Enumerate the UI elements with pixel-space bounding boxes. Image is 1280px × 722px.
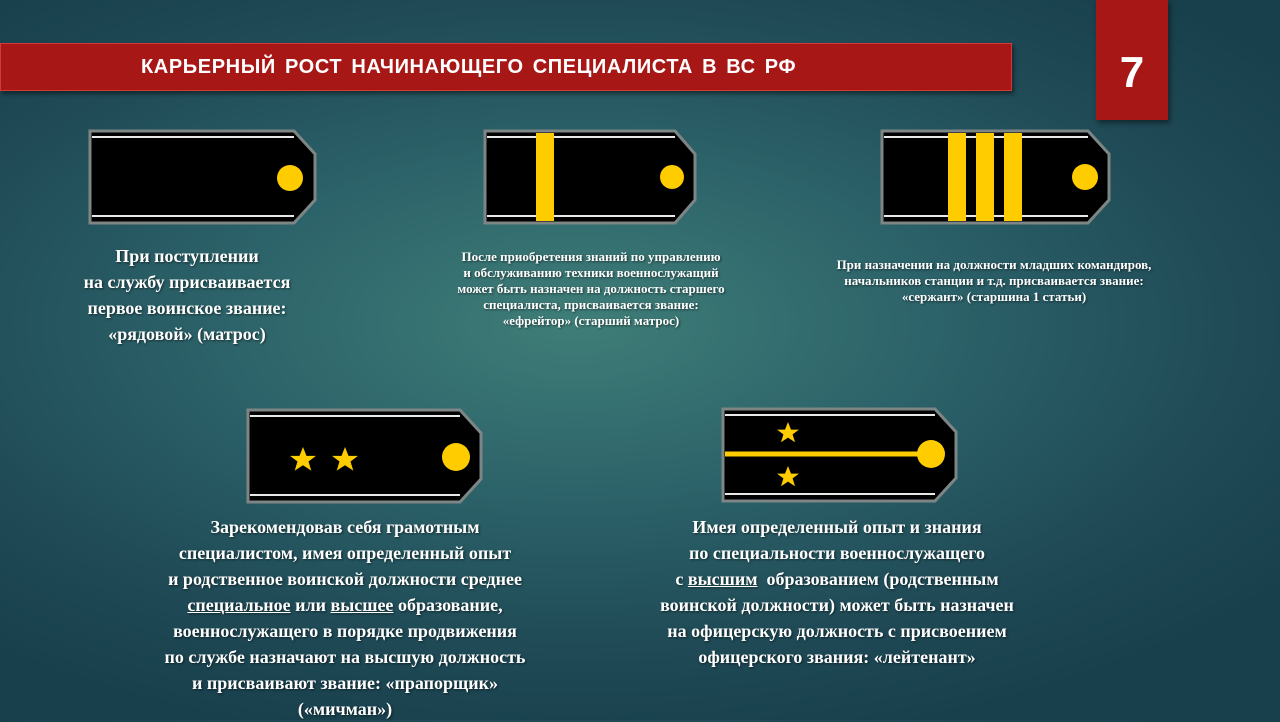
caption-line: и родственное воинской должности среднее (168, 569, 522, 589)
caption-line: воинской должности) может быть назначен (660, 595, 1014, 615)
caption-line: При назначении на должности младших командиров, (836, 257, 1152, 272)
caption-line: военнослужащего в порядке продвижения (173, 621, 517, 641)
caption-private (42, 243, 332, 347)
slide-title: КАРЬЕРНЫЙ РОСТ НАЧИНАЮЩЕГО СПЕЦИАЛИСТА В ВС РФ (141, 55, 797, 78)
caption-line: начальников станции и т.д. присваивается звание: (844, 273, 1144, 288)
rank-stripe (976, 133, 994, 221)
underlined-term: специальное (187, 595, 291, 615)
caption-line: («мичман») (297, 699, 393, 719)
caption-line: первое воинское звание: (87, 298, 287, 318)
caption-line: «сержант» (старшина 1 статьи) (901, 289, 1087, 304)
strap-button (660, 165, 684, 189)
caption-line: может быть назначен на должность старшего (457, 281, 725, 296)
strap-lance-corporal (483, 128, 698, 226)
caption-sergeant (790, 257, 1198, 305)
caption-line: с высшим образованием (родственным (675, 569, 999, 589)
underlined-term: высшее (330, 595, 394, 615)
rank-stripe (948, 133, 966, 221)
strap-button (277, 165, 303, 191)
caption-line: специалиста, присваивается звание: (483, 297, 699, 312)
caption-line: После приобретения знаний по управлению (461, 249, 721, 264)
caption-line: Имея определенный опыт и знания (692, 517, 982, 537)
strap-button (442, 443, 470, 471)
caption-line: по специальности военнослужащего (689, 543, 985, 563)
rank-stripe (1004, 133, 1022, 221)
caption-warrant-officer (120, 514, 570, 722)
caption-line: офицерского звания: «лейтенант» (698, 647, 976, 667)
caption-line: на офицерскую должность с присвоением (667, 621, 1007, 641)
caption-line: «рядовой» (матрос) (108, 324, 266, 344)
caption-line: на службу присваивается (83, 272, 291, 292)
underlined-term: высшим (687, 569, 758, 589)
caption-line: «ефрейтор» (старший матрос) (502, 313, 680, 328)
rank-stripe (536, 133, 554, 221)
caption-line: Зарекомендовав себя грамотным (210, 517, 480, 537)
caption-lance-corporal (400, 249, 782, 329)
page-number-badge (1096, 0, 1168, 120)
caption-line: и обслуживанию техники военнослужащий (463, 265, 719, 280)
strap-private (88, 128, 318, 226)
caption-line: и присваивают звание: «прапорщик» (192, 673, 498, 693)
caption-line: специальное или высшее образование, (187, 595, 503, 615)
strap-lieutenant (721, 406, 959, 504)
caption-lieutenant (612, 514, 1062, 670)
page-number: 7 (1119, 48, 1145, 97)
caption-line: специалистом, имея определенный опыт (178, 543, 512, 563)
strap-button (1072, 164, 1098, 190)
caption-line: по службе назначают на высшую должность (164, 647, 526, 667)
strap-button (917, 440, 945, 468)
caption-line: При поступлении (115, 246, 259, 266)
title-banner (0, 43, 1012, 91)
strap-sergeant (880, 128, 1112, 226)
strap-warrant-officer (246, 407, 484, 505)
